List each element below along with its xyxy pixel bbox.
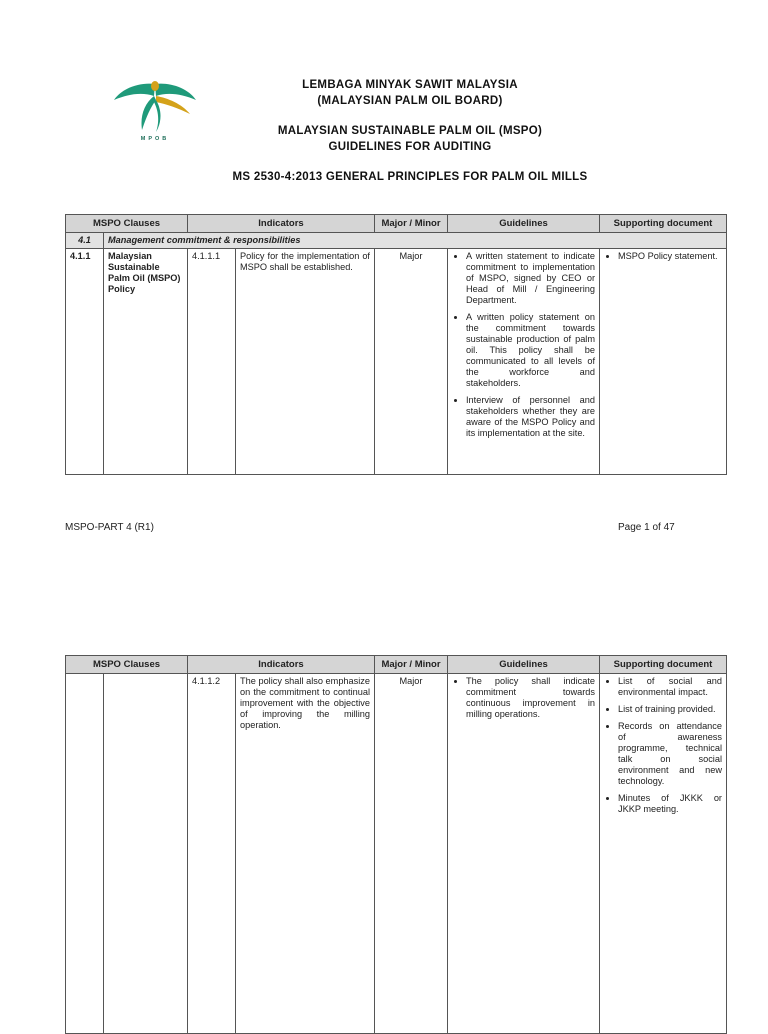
- table-header-row: [66, 656, 727, 674]
- clauses-table-page2: [65, 655, 727, 1034]
- doc-subtitle: GUIDELINES FOR AUDITING: [328, 141, 492, 153]
- org-title-english: (MALAYSIAN PALM OIL BOARD): [317, 95, 503, 107]
- col-header-major-minor: Major / Minor: [375, 656, 448, 674]
- col-header-supporting: Supporting document: [600, 215, 727, 233]
- col-header-indicators: Indicators: [188, 215, 375, 233]
- clauses-table-page1: [65, 214, 727, 475]
- col-header-guidelines: Guidelines: [448, 215, 600, 233]
- table-row: [66, 249, 727, 475]
- clause-number: 4.1.1: [66, 249, 104, 475]
- clause-number-empty: [66, 674, 104, 1034]
- table-header-row: [66, 215, 727, 233]
- doc-title: MALAYSIAN SUSTAINABLE PALM OIL (MSPO): [277, 125, 543, 137]
- logo-text: MPOB: [140, 136, 170, 142]
- major-minor: Major: [375, 674, 448, 1034]
- clause-title-empty: [104, 674, 188, 1034]
- list-item: • Records on attendance of awareness programme, technical talk on social environment and new technology.: [618, 721, 722, 787]
- indicator-text: The policy shall also emphasize on the commitment to continual improvement with the objective of improving the milling operation.: [236, 674, 375, 1034]
- col-header-major-minor: Major / Minor: [375, 215, 448, 233]
- section-number: 4.1: [66, 233, 104, 249]
- indicator-number: 4.1.1.1: [188, 249, 236, 475]
- table-row: [66, 674, 727, 1034]
- list-item: • List of social and environmental impact.: [618, 676, 722, 698]
- supporting-cell: [600, 674, 727, 1034]
- section-title: Management commitment & responsibilities: [104, 233, 727, 249]
- list-item: • MSPO Policy statement.: [618, 251, 722, 262]
- indicator-number: 4.1.1.2: [188, 674, 236, 1034]
- col-header-supporting: Supporting document: [600, 656, 727, 674]
- list-item: • List of training provided.: [618, 704, 722, 715]
- major-minor: Major: [375, 249, 448, 475]
- guidelines-cell: [448, 674, 600, 1034]
- supporting-cell: [600, 249, 727, 475]
- clause-title: Malaysian Sustainable Palm Oil (MSPO) Policy: [104, 249, 188, 475]
- section-row: [66, 233, 727, 249]
- org-title-malay: LEMBAGA MINYAK SAWIT MALAYSIA: [302, 79, 518, 91]
- list-item: • Interview of personnel and stakeholders whether they are aware of the MSPO Policy and its implementation at the site.: [466, 395, 595, 439]
- footer-page-number: Page 1 of 47: [618, 522, 675, 533]
- guidelines-cell: [448, 249, 600, 475]
- list-item: • The policy shall indicate commitment towards continuous improvement in milling operations.: [466, 676, 595, 720]
- standard-title: MS 2530-4:2013 GENERAL PRINCIPLES FOR PALM OIL MILLS: [232, 171, 588, 183]
- list-item: • A written statement to indicate commitment to implementation of MSPO, signed by CEO or Head of Mill / Engineering Department.: [466, 251, 595, 306]
- list-item: • Minutes of JKKK or JKKP meeting.: [618, 793, 722, 815]
- indicator-text: Policy for the implementation of MSPO shall be established.: [236, 249, 375, 475]
- footer-doc-id: MSPO-PART 4 (R1): [65, 522, 154, 533]
- col-header-guidelines: Guidelines: [448, 656, 600, 674]
- list-item: • A written policy statement on the commitment towards sustainable production of palm oil. This policy shall be communicated to all levels of the workforce and stakeholders.: [466, 312, 595, 389]
- mpob-logo: [110, 74, 200, 146]
- col-header-clauses: MSPO Clauses: [66, 215, 188, 233]
- col-header-clauses: MSPO Clauses: [66, 656, 188, 674]
- col-header-indicators: Indicators: [188, 656, 375, 674]
